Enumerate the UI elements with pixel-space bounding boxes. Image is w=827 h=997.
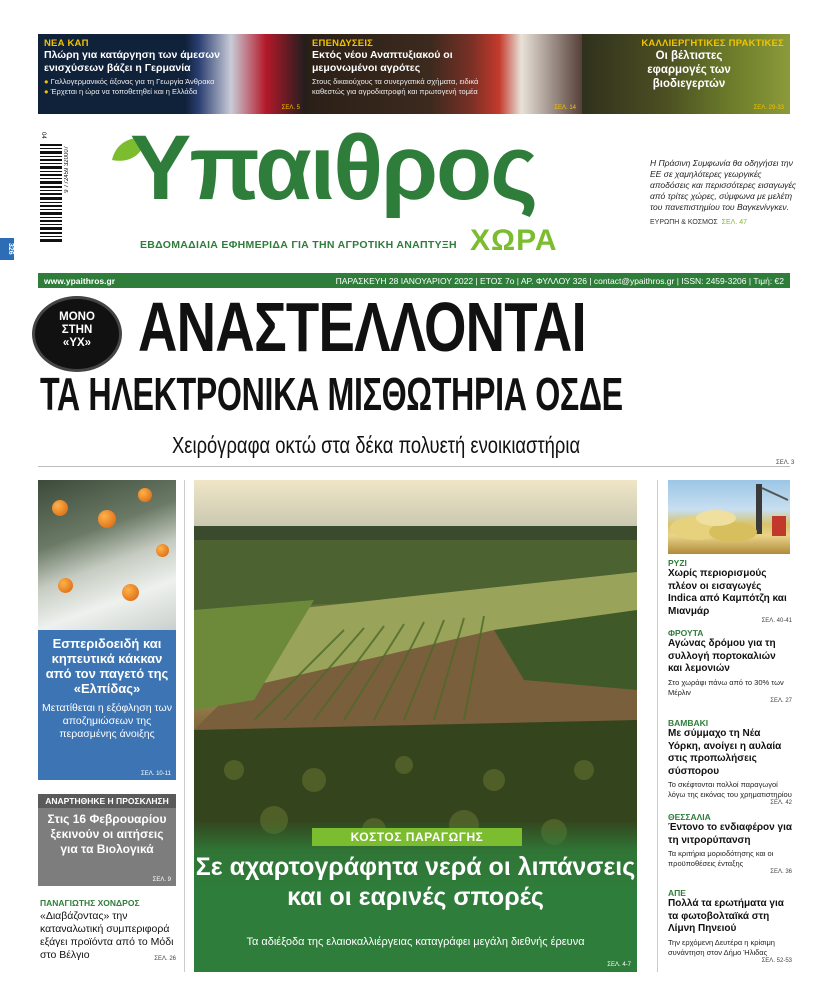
orange: [122, 584, 139, 601]
teaser-tag: ΚΑΛΛΙΕΡΓΗΤΙΚΕΣ ΠΡΑΚΤΙΚΕΣ: [641, 38, 784, 49]
orange: [156, 544, 169, 557]
story-tag: ΡΥΖΙ: [668, 558, 687, 568]
teaser-bullet: ● Γαλλογερμανικός άξονας για τη Γεωργία Άνθρακα: [44, 77, 215, 86]
organics-story[interactable]: [38, 794, 176, 886]
teaser-bullet: ● Έρχεται η ώρα να τοποθετηθεί και η Ελλάδα: [44, 87, 198, 96]
orange: [98, 510, 116, 528]
story-page: ΣΕΛ. 52-53: [761, 957, 792, 964]
divider: [38, 466, 790, 467]
barcode-issue: 04: [40, 132, 46, 139]
renewables-story[interactable]: [668, 888, 792, 964]
lead-headline-2[interactable]: ΤΑ ΗΛΕΚΤΡΟΝΙΚΑ ΜΙΣΘΩΤΗΡΙΑ ΟΣΔΕ: [40, 368, 623, 420]
top-teaser-bar: [38, 34, 790, 114]
main-story-caption[interactable]: [194, 820, 637, 972]
main-story-tag: ΚΟΣΤΟΣ ΠΑΡΑΓΩΓΗΣ: [312, 828, 522, 846]
divider: [657, 480, 658, 972]
barcode: [38, 132, 68, 262]
teaser-page: ΣΕΛ. 14: [554, 105, 576, 111]
teaser-headline: Πλώρη για κατάργηση των άμεσων ενισχύσεων βάζει η Γερμανία: [44, 49, 220, 74]
rice-story[interactable]: [668, 558, 792, 624]
site-link[interactable]: www.ypaithros.gr: [44, 275, 116, 286]
orange: [138, 488, 152, 502]
logo-sub: ΧΩΡΑ: [470, 224, 558, 257]
story-tag: ΦΡΟΥΤΑ: [668, 628, 704, 638]
export-story[interactable]: [40, 898, 176, 962]
teaser-tag: ΕΠΕΝΔΥΣΕΙΣ: [312, 38, 374, 49]
tagline: ΕΒΔΟΜΑΔΙΑΙΑ ΕΦΗΜΕΡΙΔΑ ΓΙΑ ΤΗΝ ΑΓΡΟΤΙΚΗ ΑΝΑΠΤΥΞΗ: [140, 239, 457, 251]
story-sub: Μετατίθεται η εξόφληση των αποζημιώσεων της περασμένης άνοιξης: [42, 702, 172, 740]
badge-line: ΣΤΗΝ: [61, 324, 93, 336]
teaser-tag: ΝΕΑ ΚΑΠ: [44, 38, 89, 49]
main-story-sub: Τα αδιέξοδα της ελαιοκαλλιέργειας καταγράφει μεγάλη διεθνής έρευνα: [246, 936, 585, 948]
story-page: ΣΕΛ. 36: [770, 869, 792, 875]
story-sub: Την ερχόμενη Δευτέρα η κρίσιμη συνάντηση στον Δήμο Ήλιδας: [668, 937, 775, 957]
side-note-ref: ΕΥΡΩΠΗ & ΚΟΣΜΟΣ ΣΕΛ. 47: [650, 219, 747, 226]
badge-line: «ΥΧ»: [62, 337, 92, 349]
lead-page: ΣΕΛ. 3: [776, 460, 795, 466]
story-tag: ΘΕΣΣΑΛΙΑ: [668, 812, 711, 822]
barcode-bars: [40, 144, 62, 244]
story-page: ΣΕΛ. 40-41: [761, 618, 792, 624]
story-page: ΣΕΛ. 26: [154, 956, 176, 962]
main-story-headline: Σε αχαρτογράφητα νερά οι λιπάνσεις και οι εαρινές σπορές: [195, 853, 636, 911]
teaser-investments[interactable]: [306, 34, 582, 114]
main-story-page: ΣΕΛ. 4-7: [607, 962, 631, 968]
story-tag: ΠΑΝΑΓΙΩΤΗΣ ΧΟΝΔΡΟΣ: [40, 898, 140, 908]
badge-line: ΜΟΝΟ: [59, 311, 95, 323]
teaser-headline: Οι βέλτιστες εφαρμογές των βιοδιεγερτών: [647, 50, 731, 90]
side-note-text: Η Πράσινη Συμφωνία θα οδηγήσει την ΕΕ σε χαμηλότερες γεωργικές αποδόσεις και περισσότερες εισαγωγές από τρίτες χώρες, σύμφωνα με μελέτη του πανεπιστημίου του Βαγκενίνγκεν.: [650, 158, 797, 212]
frost-story[interactable]: [38, 630, 176, 780]
story-sub: Τα κριτήρια μοριοδότησης και οι προϋποθέσεις ένταξης: [668, 849, 774, 868]
rice-harvest-photo: [668, 480, 790, 554]
issue-meta: ΠΑΡΑΣΚΕΥΗ 28 ΙΑΝΟΥΑΡΙΟΥ 2022 | ΕΤΟΣ 7ο | ΑΡ. ΦΥΛΛΟΥ 326 | contact@ypaithros.gr | ISSN: 2459-3206 | Τιμή: €2: [335, 275, 784, 286]
frozen-oranges-photo: [38, 480, 176, 630]
teaser-sub: Στους δικαιούχους τα συνεργατικά σχήματα, ειδικά καθεστώς για αγροδιατροφή και πρωτογενή τομέα: [312, 77, 479, 96]
orange: [52, 500, 68, 516]
story-page: ΣΕΛ. 42: [770, 800, 792, 806]
story-tag: ΑΝΑΡΤΗΘΗΚΕ Η ΠΡΟΣΚΛΗΣΗ: [38, 794, 176, 808]
story-page: ΣΕΛ. 10-11: [141, 771, 171, 777]
story-page: ΣΕΛ. 27: [770, 697, 792, 704]
info-bar: [38, 273, 790, 288]
story-tag: ΑΠΕ: [668, 888, 686, 898]
side-note[interactable]: [650, 158, 800, 228]
divider: [184, 480, 185, 972]
cotton-story[interactable]: [668, 718, 792, 806]
exclusive-badge: [32, 296, 122, 372]
teaser-page: ΣΕΛ. 29-33: [753, 105, 784, 111]
story-tag: ΒΑΜΒΑΚΙ: [668, 718, 709, 728]
lead-headline[interactable]: ΑΝΑΣΤΕΛΛΟΝΤΑΙ: [138, 288, 586, 366]
story-headline: Χωρίς περιορισμούς πλέον οι εισαγωγές Indica από Καμπότζη και Μιανμάρ: [668, 568, 787, 617]
story-headline: Με σύμμαχο τη Νέα Υόρκη, ανοίγει η αυλαία στις προπωλήσεις σύσπορου: [668, 728, 782, 777]
teaser-headline: Εκτός νέου Αναπτυξιακού οι μεμονωμένοι αγρότες: [312, 49, 453, 74]
lead-deck: Χειρόγραφα οκτώ στα δέκα πολυετή ενοικιαστήρια: [172, 432, 581, 458]
masthead-logo[interactable]: [110, 117, 630, 257]
story-headline: Στις 16 Φεβρουαρίου ξεκινούν οι αιτήσεις για τα Βιολογικά: [47, 812, 167, 856]
story-headline: Αγώνας δρόμου για τη συλλογή πορτοκαλιών και λεμονιών: [668, 638, 776, 674]
rice-photo-art: [668, 480, 790, 554]
story-headline: Πολλά τα ερωτήματα για τα φωτοβολταϊκά στη Λίμνη Πηνειού: [668, 898, 784, 934]
story-headline: «Διαβάζοντας» την καταναλωτική συμπεριφορά εξάγει προϊόντα από το Μόδι στο Βέλγιο: [40, 910, 174, 961]
thessaly-story[interactable]: [668, 812, 792, 875]
barcode-number: 9 772459 320007: [64, 146, 70, 193]
teaser-practices[interactable]: [582, 34, 790, 114]
teaser-new-cap[interactable]: [38, 34, 306, 114]
story-sub: Το σκέφτονται πολλοί παραγωγοί λόγω της εικόνας του χρηματιστηρίου: [668, 780, 792, 799]
orange: [58, 578, 73, 593]
story-headline: Εσπεριδοειδή και κηπευτικά κάκκαν από τον παγετό της «Ελπίδας»: [45, 636, 169, 696]
teaser-page: ΣΕΛ. 5: [281, 105, 300, 111]
logo-text: Υπαιθρος: [130, 117, 537, 219]
story-headline: Έντονο το ενδιαφέρον για τη νιτρορύπανση: [668, 822, 792, 846]
story-sub: Στο χωράφι πάνω από το 30% των Μέρλιν: [668, 677, 784, 697]
story-page: ΣΕΛ. 9: [152, 877, 171, 883]
fruit-story[interactable]: [668, 628, 792, 704]
edge-tab: 326: [0, 238, 14, 260]
